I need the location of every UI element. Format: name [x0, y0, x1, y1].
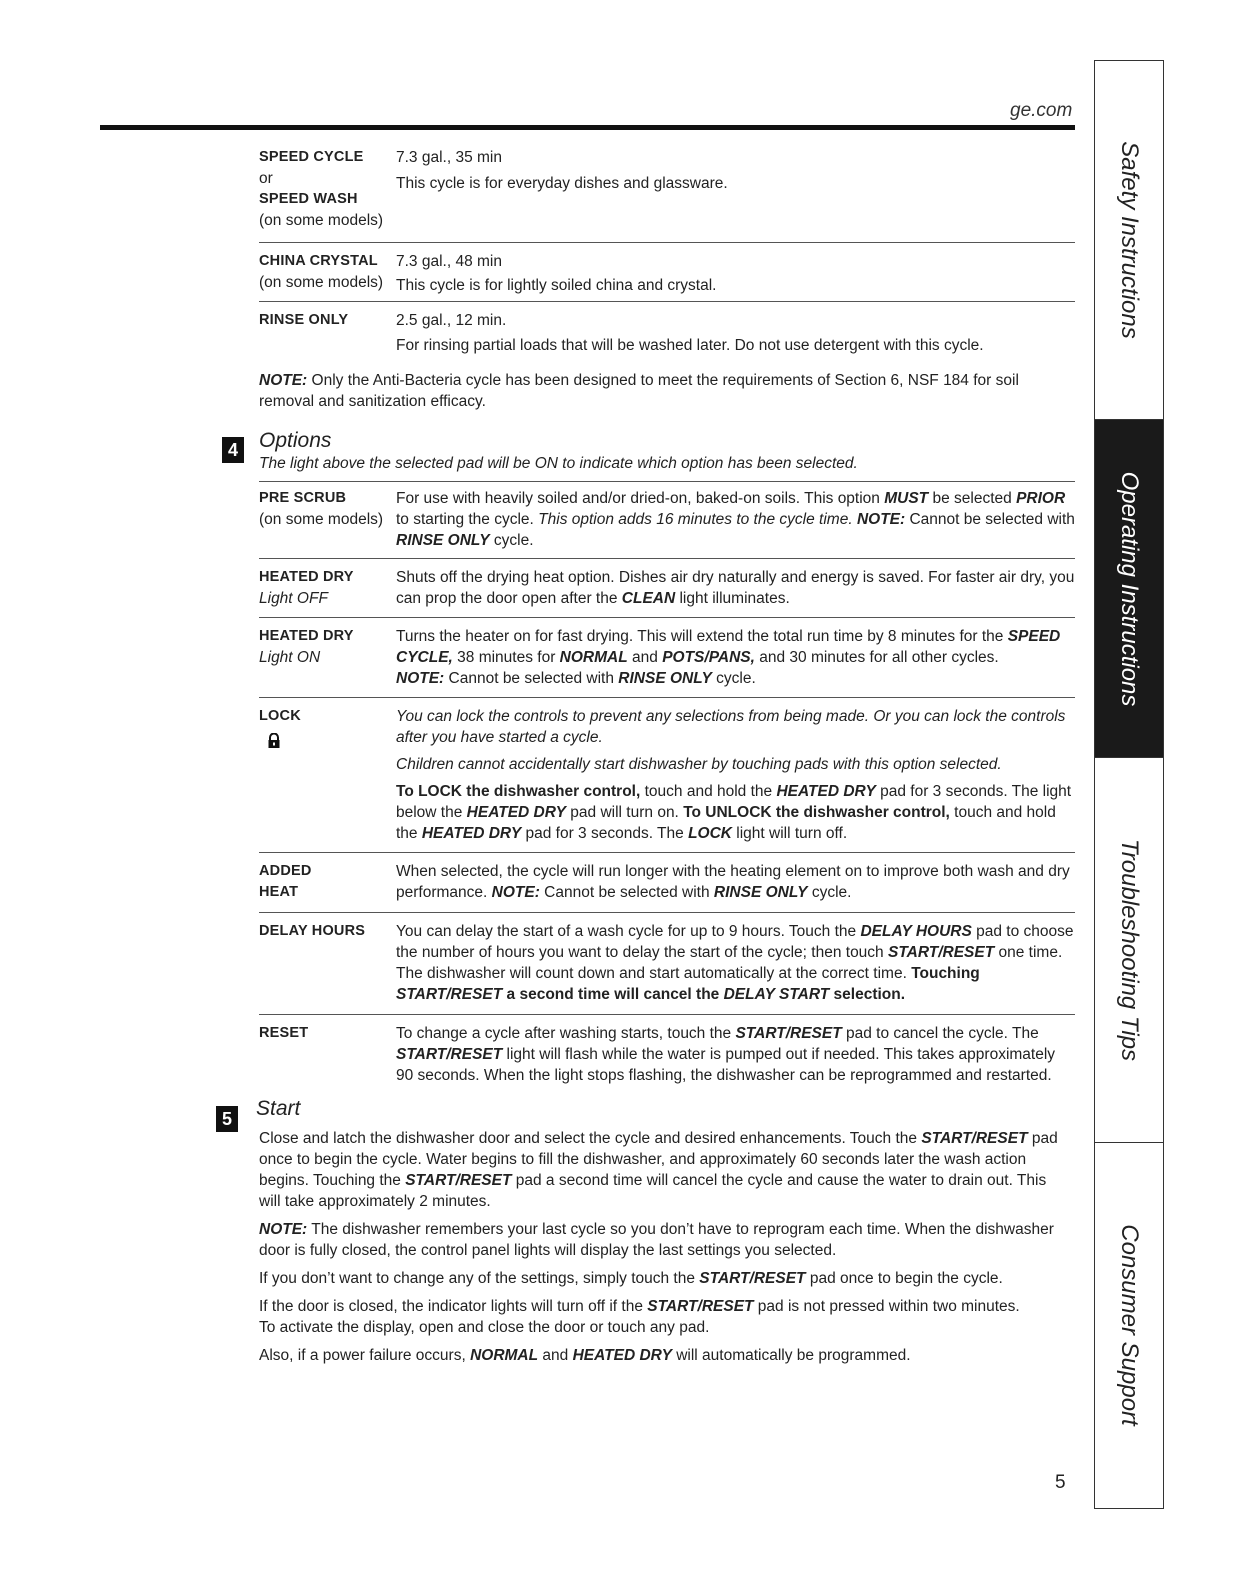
start-body: [259, 1128, 1059, 1373]
option-desc: You can delay the start of a wash cycle for up to 9 hours. Touch the DELAY HOURS pad to choose the number of hours you want to delay the start of the cycle; then touch START/RESET one time. The dishwasher will count down and start automatically at the correct time. Touching START/RESET a second time will cancel the DELAY START selection.: [396, 923, 1074, 1003]
option-desc: [396, 706, 1075, 850]
cycle-label: [259, 147, 394, 231]
cycle-spec: 7.3 gal., 35 min: [396, 149, 502, 166]
note-label: NOTE:: [259, 372, 308, 389]
option-name: RESET: [259, 1025, 309, 1041]
cycle-name: RINSE ONLY: [259, 312, 349, 328]
site-url: ge.com: [1010, 100, 1073, 121]
cycle-body: [396, 147, 1075, 194]
cycle-or: or: [259, 170, 273, 187]
cycle-desc: This cycle is for lightly soiled china and crystal.: [396, 277, 717, 294]
side-tabs: [1094, 60, 1164, 1509]
cycle-spec: 7.3 gal., 48 min: [396, 253, 502, 270]
option-name: ADDED: [259, 863, 312, 879]
start-p5: Also, if a power failure occurs, NORMAL and HEATED DRY will automatically be programmed.: [259, 1347, 911, 1364]
option-name: PRE SCRUB: [259, 490, 347, 506]
divider: [259, 617, 1075, 618]
note-text: Only the Anti-Bacteria cycle has been designed to meet the requirements of Section 6, NSF 184 for soil removal and sanitization efficacy.: [259, 372, 1019, 410]
tab-operating-instructions[interactable]: [1095, 420, 1163, 758]
divider: [259, 558, 1075, 559]
section-subtitle: The light above the selected pad will be ON to indicate which option has been selected.: [259, 455, 858, 472]
option-desc: For use with heavily soiled and/or dried-on, baked-on soils. This option MUST be selected PRIOR to starting the cycle. This option adds 16 minutes to the cycle time. NOTE: Cannot be selected with RINSE ONLY cycle.: [396, 490, 1075, 549]
tab-safety-instructions[interactable]: [1095, 61, 1163, 420]
divider: [259, 912, 1075, 913]
lock-p3: To LOCK the dishwasher control, touch and hold the HEATED DRY pad for 3 seconds. The light below the HEATED DRY pad will turn on. To UNLOCK the dishwasher control, touch and hold the HEATED DRY pad for 3 seconds. The LOCK light will turn off.: [396, 783, 1072, 842]
option-desc: When selected, the cycle will run longer with the heating element on to improve both wash and dry performance. NOTE: Cannot be selected with RINSE ONLY cycle.: [396, 863, 1070, 901]
option-state: Light OFF: [259, 590, 328, 607]
cycle-spec: 2.5 gal., 12 min.: [396, 312, 507, 329]
option-name: HEATED DRY: [259, 628, 354, 644]
note-top: [259, 370, 1059, 412]
cycle-desc: This cycle is for everyday dishes and glassware.: [396, 175, 728, 192]
option-state: Light ON: [259, 649, 321, 666]
divider: [259, 1014, 1075, 1015]
section-title-start: Start: [256, 1097, 301, 1120]
cycle-desc: For rinsing partial loads that will be washed later. Do not use detergent with this cycle.: [396, 337, 984, 354]
section-number-5: 5: [216, 1106, 238, 1132]
tab-label: Operating Instructions: [1116, 471, 1143, 706]
option-name: DELAY HOURS: [259, 923, 366, 939]
start-p1: Close and latch the dishwasher door and select the cycle and desired enhancements. Touch the START/RESET pad once to begin the cycle. Water begins to fill the dishwasher, and approximately 60 seconds later the wash action begins. Touching the START/RESET pad a second time will cancel the cycle and cause the water to drain out. This will take approximately 2 minutes.: [259, 1130, 1058, 1210]
start-p3: If you don’t want to change any of the settings, simply touch the START/RESET pad once to begin the cycle.: [259, 1270, 1003, 1287]
cycle-name: CHINA CRYSTAL: [259, 253, 378, 269]
option-name: LOCK: [259, 708, 301, 724]
tab-label: Troubleshooting Tips: [1116, 838, 1143, 1062]
page-number: 5: [1055, 1472, 1066, 1493]
lock-icon: [267, 733, 281, 747]
tab-troubleshooting-tips[interactable]: [1095, 758, 1163, 1143]
option-name: HEATED DRY: [259, 569, 354, 585]
top-rule: [100, 125, 1075, 130]
divider: [259, 697, 1075, 698]
cycle-models: (on some models): [259, 274, 384, 291]
cycle-name-alt: SPEED WASH: [259, 191, 358, 207]
option-name-2: HEAT: [259, 884, 299, 900]
cycle-speed: [259, 147, 1075, 229]
option-desc: To change a cycle after washing starts, touch the START/RESET pad to cancel the cycle. The START/RESET light will flash while the water is pumped out if needed. This takes approximately 90 seconds. When the light stops flashing, the dishwasher can be reprogrammed and restarted.: [396, 1025, 1056, 1084]
option-desc: Turns the heater on for fast drying. This will extend the total run time by 8 minutes for the SPEED CYCLE, 38 minutes for NORMAL and POTS/PANS, and 30 minutes for all other cycles. NOTE: Cannot be selected with RINSE ONLY cycle.: [396, 628, 1061, 687]
lock-p2: Children cannot accidentally start dishwasher by touching pads with this option selected.: [396, 756, 1002, 773]
start-p4: If the door is closed, the indicator lights will turn off if the START/RESET pad is not pressed within two minutes. To activate the display, open and close the door or touch any pad.: [259, 1298, 1020, 1336]
lock-p1: You can lock the controls to prevent any selections from being made. Or you can lock the controls after you have started a cycle.: [396, 708, 1066, 746]
tab-label: Consumer Support: [1116, 1224, 1143, 1426]
section-title-options: Options: [259, 429, 332, 452]
tab-consumer-support[interactable]: [1095, 1143, 1163, 1507]
start-p2: NOTE: The dishwasher remembers your last cycle so you don’t have to reprogram each time. When the dishwasher door is fully closed, the control panel lights will display the last settings you selected.: [259, 1221, 1054, 1259]
divider: [259, 852, 1075, 853]
divider: [259, 242, 1075, 243]
cycle-models: (on some models): [259, 212, 384, 229]
option-desc: Shuts off the drying heat option. Dishes air dry naturally and energy is saved. For faster air dry, you can prop the door open after the CLEAN light illuminates.: [396, 569, 1075, 607]
cycle-name: SPEED CYCLE: [259, 149, 364, 165]
tab-label: Safety Instructions: [1116, 141, 1143, 339]
divider: [259, 481, 1075, 482]
divider: [259, 301, 1075, 302]
option-models: (on some models): [259, 511, 384, 528]
section-number-4: 4: [222, 437, 244, 463]
